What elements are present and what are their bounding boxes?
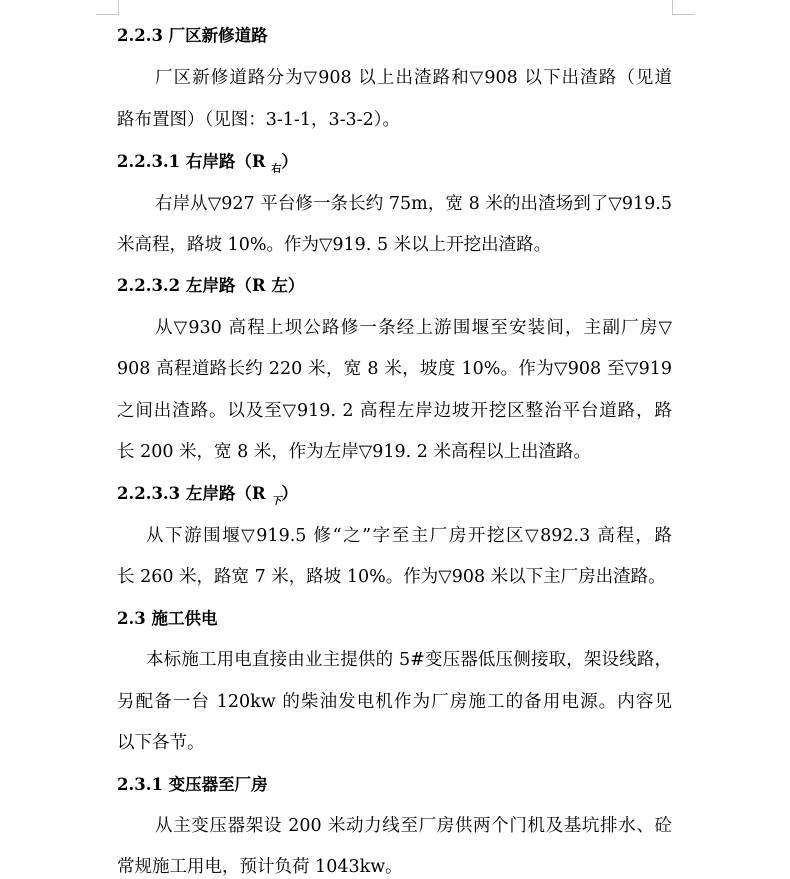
heading-2-3: 2.3 施工供电 [117, 609, 218, 628]
paragraph-line: 长 200 米，宽 8 米，作为左岸▽919. 2 米高程以上出渣路。 [117, 442, 591, 462]
heading-text-end: ） [281, 152, 298, 171]
paragraph-line: 路布置图）（见图：3-1-1，3-3-2）。 [117, 110, 400, 130]
heading-2-3-1: 2.3.1 变压器至厂房 [117, 775, 268, 794]
heading-subscript: 右 [271, 164, 282, 175]
paragraph-line: 常规施工用电，预计负荷 1043kw。 [117, 857, 403, 877]
paragraph-line: 另配备一台 120kw 的柴油发电机作为厂房施工的备用电源。内容见 [117, 692, 672, 712]
paragraph-line: 右岸从▽927 平台修一条长约 75m，宽 8 米的出渣场到了▽919.5 [155, 194, 672, 214]
paragraph-line: 从▽930 高程上坝公路修一条经上游围堰至安装间，主副厂房▽ [155, 318, 672, 338]
paragraph-line: 从下游围堰▽919.5 修“之”字至主厂房开挖区▽892.3 高程，路 [146, 526, 672, 546]
paragraph-line: 厂区新修道路分为▽908 以上出渣路和▽908 以下出渣路（见道 [155, 68, 672, 88]
heading-2-2-3: 2.2.3 厂区新修道路 [117, 26, 268, 45]
heading-text-end: ） [281, 484, 298, 503]
paragraph-line: 长 260 米，路宽 7 米，路坡 10%。作为▽908 米以下主厂房出渣路。 [117, 567, 666, 587]
paragraph-line: 本标施工用电直接由业主提供的 5#变压器低压侧接取，架设线路， [146, 650, 672, 670]
heading-2-2-3-1 [117, 150, 298, 177]
heading-text: 2.2.3.3 左岸路（R [117, 484, 272, 503]
paragraph-line: 之间出渣路。以及至▽919. 2 高程左岸边坡开挖区整治平台道路，路 [117, 401, 672, 421]
heading-subscript: 下 [271, 496, 282, 507]
paragraph-line: 以下各节。 [117, 733, 205, 753]
paragraph-line: 从主变压器架设 200 米动力线至厂房供两个门机及基坑排水、砼 [155, 816, 672, 836]
paragraph-line: 908 高程道路长约 220 米，宽 8 米，坡度 10%。作为▽908 至▽919 [117, 359, 672, 379]
heading-2-2-3-3 [117, 482, 298, 509]
paragraph-line: 米高程，路坡 10%。作为▽919. 5 米以上开挖出渣路。 [117, 235, 552, 255]
heading-2-2-3-2: 2.2.3.2 左岸路（R 左） [117, 276, 305, 295]
heading-text: 2.2.3.1 右岸路（R [117, 152, 272, 171]
